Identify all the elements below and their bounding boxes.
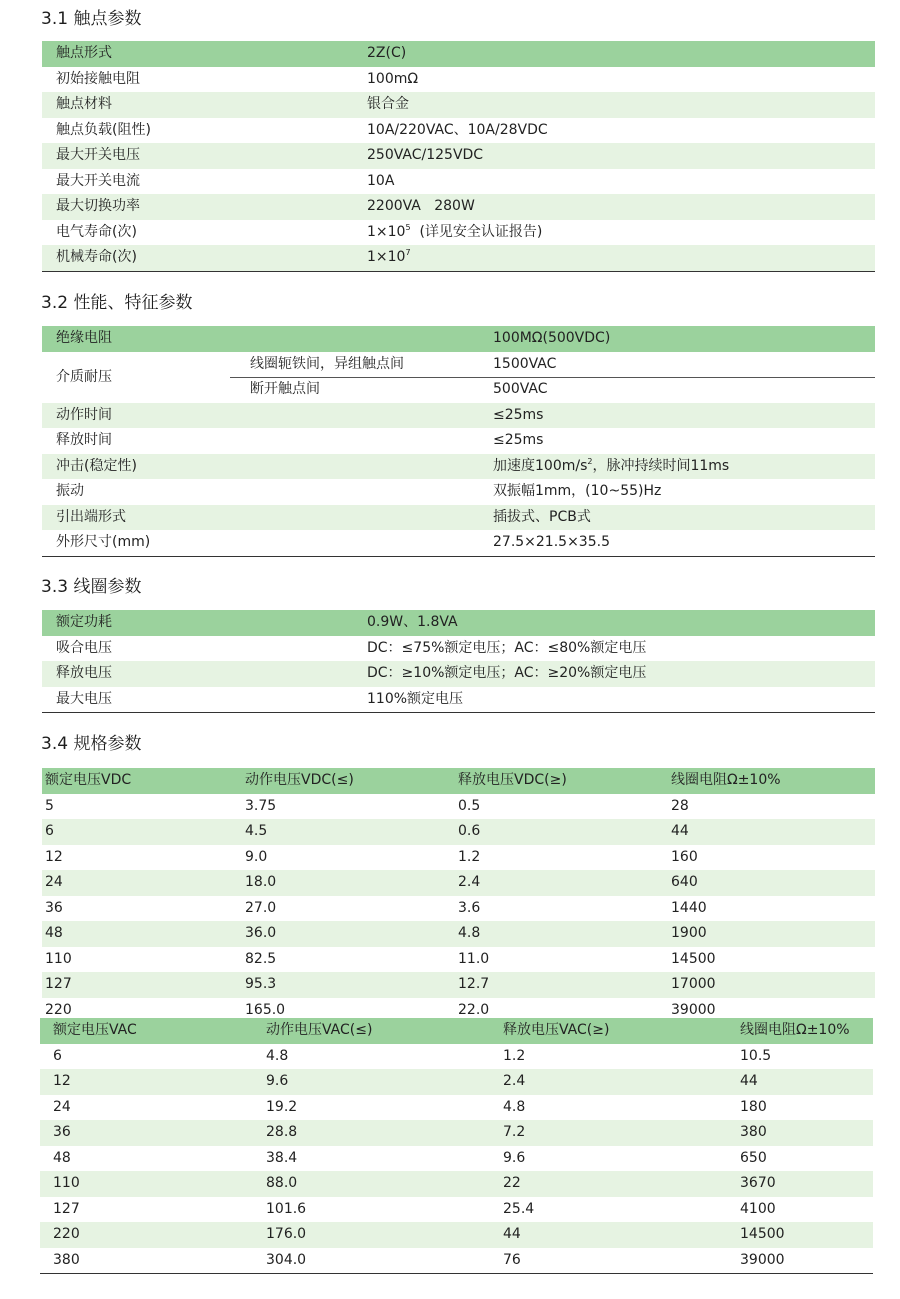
cell: 48	[53, 1149, 71, 1166]
value-base: 1×10	[367, 249, 406, 265]
param-label: 机械寿命(次)	[56, 249, 137, 265]
param-label: 触点负载(阻性)	[56, 121, 151, 138]
param-label: 引出端形式	[56, 508, 126, 525]
table-row	[42, 118, 875, 144]
cell: 1.2	[503, 1047, 526, 1064]
table-row	[42, 194, 875, 220]
param-value: 2Z(C)	[367, 45, 407, 61]
param-label: 最大切换功率	[56, 198, 140, 214]
cell: 18.0	[245, 874, 277, 890]
cell: 165.0	[245, 1001, 286, 1014]
cell: 39000	[671, 1001, 716, 1014]
cell: 1900	[671, 925, 707, 941]
table-row	[42, 636, 875, 662]
table-row	[42, 403, 875, 429]
cell: 180	[740, 1098, 767, 1115]
table-row	[42, 505, 875, 531]
param-value	[367, 245, 411, 271]
param-label: 电气寿命(次)	[56, 223, 137, 240]
table-row	[42, 530, 875, 556]
header-coil-resistance: 线圈电阻Ω±10%	[740, 1022, 850, 1038]
cell: 27.0	[245, 899, 277, 916]
param-label: 最大开关电流	[56, 172, 140, 189]
cell: 36	[53, 1124, 71, 1140]
cell: 12	[53, 1073, 71, 1089]
header-pickup-voltage: 动作电压VDC(≤)	[245, 772, 354, 788]
divider	[230, 377, 875, 378]
table-row	[40, 1120, 873, 1146]
table-row	[42, 479, 875, 505]
cell: 3.75	[245, 797, 277, 814]
param-value: 250VAC/125VDC	[367, 147, 484, 163]
cell: 3670	[740, 1175, 776, 1191]
param-value: 10A	[367, 172, 395, 189]
param-value: ≤25ms	[493, 432, 544, 448]
table-row	[40, 1146, 873, 1172]
value-post: ，脉冲持续时间11ms	[592, 457, 730, 474]
cell: 36.0	[245, 925, 277, 941]
cell: 101.6	[266, 1200, 307, 1217]
cell: 76	[503, 1251, 521, 1268]
cell: 0.6	[458, 823, 481, 839]
table-row	[42, 610, 875, 636]
section-title-coil: 3.3 线圈参数	[41, 577, 142, 597]
table-row	[42, 326, 875, 352]
cell: 4.8	[266, 1047, 289, 1064]
param-value: 0.9W、1.8VA	[367, 614, 458, 630]
cell: 160	[671, 848, 698, 865]
param-label: 最大开关电压	[56, 147, 140, 163]
cell: 38.4	[266, 1149, 298, 1166]
table-row	[40, 1095, 873, 1121]
param-label: 外形尺寸(mm)	[56, 534, 151, 550]
param-value: 500VAC	[493, 381, 548, 397]
param-label: 绝缘电阻	[56, 330, 112, 346]
cell: 95.3	[245, 976, 277, 992]
table-row	[42, 661, 875, 687]
cell: 380	[53, 1251, 80, 1268]
dielectric-group	[42, 352, 875, 403]
table-row	[42, 870, 875, 896]
cell: 12	[45, 848, 63, 865]
table-row	[42, 245, 875, 271]
cell: 24	[45, 874, 63, 890]
value-pre: 加速度100m/s	[493, 457, 588, 474]
cell: 110	[45, 950, 72, 967]
param-value: 2200VA 280W	[367, 198, 475, 214]
param-label: 介质耐压	[56, 368, 112, 385]
cell: 220	[53, 1226, 80, 1242]
cell: 22	[503, 1175, 521, 1191]
cell: 88.0	[266, 1175, 298, 1191]
table-header	[42, 768, 875, 794]
cell: 110	[53, 1175, 80, 1191]
cell: 1.2	[458, 848, 481, 865]
table-row	[42, 687, 875, 713]
section-title-performance: 3.2 性能、特征参数	[41, 293, 193, 313]
header-release-voltage: 释放电压VDC(≥)	[458, 772, 567, 788]
param-label: 振动	[56, 483, 84, 499]
cell: 44	[671, 823, 689, 839]
cell: 220	[45, 1001, 72, 1014]
cell: 4.8	[458, 925, 481, 941]
cell: 82.5	[245, 950, 277, 967]
table-row	[42, 220, 875, 246]
section-title-contact: 3.1 触点参数	[41, 9, 142, 29]
cell: 48	[45, 925, 63, 941]
table-row	[40, 1171, 873, 1197]
sub-label: 断开触点间	[250, 381, 320, 397]
param-value: DC：≥10%额定电压；AC：≥20%额定电压	[367, 665, 647, 681]
table-row	[42, 972, 875, 998]
performance-params-table	[42, 326, 875, 557]
cell: 44	[503, 1226, 521, 1242]
cell: 6	[45, 823, 54, 839]
table-row	[42, 41, 875, 67]
table-row	[42, 169, 875, 195]
param-value: 插拔式、PCB式	[493, 508, 591, 525]
header-release-voltage: 释放电压VAC(≥)	[503, 1022, 610, 1038]
param-value: 110%额定电压	[367, 690, 464, 707]
table-row	[42, 92, 875, 118]
table-header	[40, 1018, 873, 1044]
cell: 22.0	[458, 1001, 490, 1014]
param-label: 动作时间	[56, 406, 112, 423]
table-row	[40, 1222, 873, 1248]
cell: 10.5	[740, 1047, 772, 1064]
table-row	[42, 921, 875, 947]
cell: 19.2	[266, 1098, 298, 1115]
table-row	[42, 377, 875, 403]
cell: 28.8	[266, 1124, 298, 1140]
param-value: DC：≤75%额定电压；AC：≤80%额定电压	[367, 639, 647, 656]
param-label: 触点材料	[56, 96, 112, 112]
param-label: 释放电压	[56, 665, 112, 681]
value-base: 1×10	[367, 223, 406, 240]
coil-params-table	[42, 610, 875, 713]
param-label: 额定功耗	[56, 614, 112, 630]
cell: 2.4	[503, 1073, 526, 1089]
cell: 12.7	[458, 976, 490, 992]
table-row	[42, 428, 875, 454]
contact-params-table	[42, 41, 875, 272]
value-note: (详见安全认证报告)	[410, 223, 543, 240]
cell: 1440	[671, 899, 707, 916]
table-row	[42, 845, 875, 871]
cell: 9.0	[245, 848, 268, 865]
param-label: 冲击(稳定性)	[56, 457, 137, 474]
table-row	[42, 794, 875, 820]
sub-label: 线圈轭铁间，异组触点间	[250, 355, 404, 372]
table-row	[40, 1044, 873, 1070]
table-row	[42, 998, 875, 1014]
table-row	[42, 352, 875, 378]
cell: 14500	[740, 1226, 785, 1242]
table-row	[42, 67, 875, 93]
cell: 2.4	[458, 874, 481, 890]
param-value	[367, 220, 542, 246]
param-value: 100mΩ	[367, 70, 419, 87]
cell: 9.6	[503, 1149, 526, 1166]
cell: 14500	[671, 950, 716, 967]
cell: 380	[740, 1124, 767, 1140]
param-value: 100MΩ(500VDC)	[493, 330, 611, 346]
param-value: 银合金	[367, 96, 409, 112]
table-row	[42, 896, 875, 922]
cell: 640	[671, 874, 698, 890]
table-row	[42, 454, 875, 480]
param-label: 吸合电压	[56, 639, 112, 656]
table-row	[42, 947, 875, 973]
cell: 44	[740, 1073, 758, 1089]
param-label: 最大电压	[56, 690, 112, 707]
cell: 304.0	[266, 1251, 307, 1268]
header-coil-resistance: 线圈电阻Ω±10%	[671, 772, 781, 788]
param-value	[493, 454, 729, 480]
spec-dc-table	[42, 768, 875, 1014]
param-value: ≤25ms	[493, 406, 544, 423]
table-row	[42, 143, 875, 169]
cell: 7.2	[503, 1124, 526, 1140]
cell: 4100	[740, 1200, 776, 1217]
value-exponent: 5	[405, 222, 411, 232]
cell: 5	[45, 797, 54, 814]
section-title-spec: 3.4 规格参数	[41, 734, 142, 754]
cell: 24	[53, 1098, 71, 1115]
cell: 17000	[671, 976, 716, 992]
table-row	[40, 1197, 873, 1223]
param-value: 双振幅1mm，(10~55)Hz	[493, 483, 662, 499]
spec-ac-table	[40, 1018, 873, 1274]
cell: 127	[53, 1200, 80, 1217]
header-rated-voltage: 额定电压VAC	[53, 1022, 137, 1038]
cell: 176.0	[266, 1226, 307, 1242]
cell: 9.6	[266, 1073, 289, 1089]
cell: 127	[45, 976, 72, 992]
cell: 36	[45, 899, 63, 916]
cell: 28	[671, 797, 689, 814]
param-label: 释放时间	[56, 432, 112, 448]
cell: 3.6	[458, 899, 481, 916]
value-exponent: 2	[587, 456, 593, 466]
cell: 4.5	[245, 823, 268, 839]
param-value: 27.5×21.5×35.5	[493, 534, 610, 550]
cell: 39000	[740, 1251, 785, 1268]
header-rated-voltage: 额定电压VDC	[45, 772, 132, 788]
param-value: 1500VAC	[493, 355, 557, 372]
cell: 4.8	[503, 1098, 526, 1115]
value-exponent: 7	[405, 248, 411, 257]
cell: 0.5	[458, 797, 481, 814]
param-label: 初始接触电阻	[56, 70, 140, 87]
cell: 25.4	[503, 1200, 535, 1217]
param-label: 触点形式	[56, 45, 112, 61]
table-row	[42, 819, 875, 845]
param-value: 10A/220VAC、10A/28VDC	[367, 121, 548, 138]
cell: 6	[53, 1047, 62, 1064]
cell: 11.0	[458, 950, 490, 967]
cell: 650	[740, 1149, 767, 1166]
table-row	[40, 1069, 873, 1095]
header-pickup-voltage: 动作电压VAC(≤)	[266, 1022, 373, 1038]
table-row	[40, 1248, 873, 1274]
